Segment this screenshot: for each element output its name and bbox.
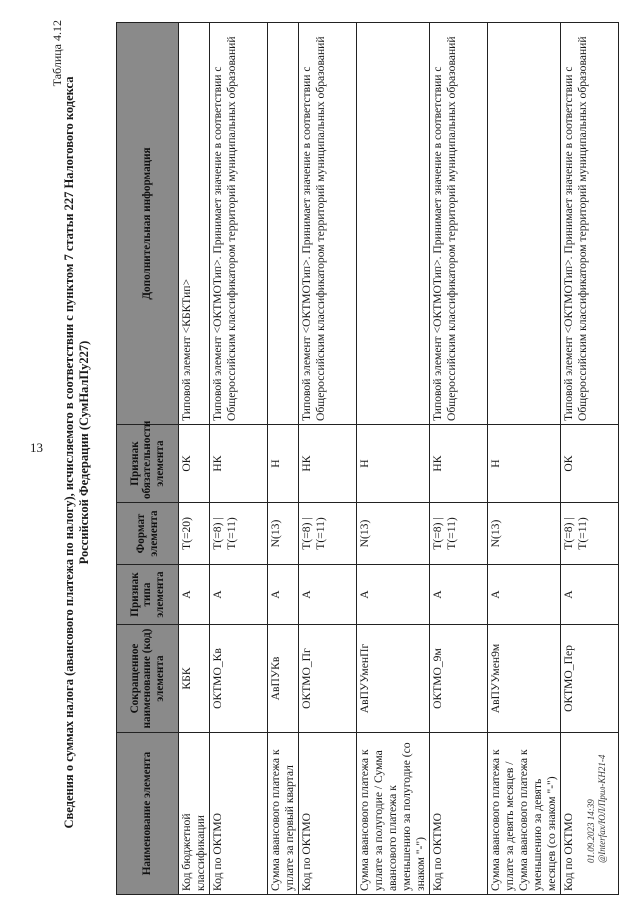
cell-required: ОК	[561, 425, 619, 503]
cell-format: N(13)	[488, 503, 561, 565]
cell-code: ОКТМО_9м	[430, 625, 488, 733]
cell-type: A	[561, 565, 619, 625]
stamp-line: 01.09.2023 14:39	[586, 799, 596, 863]
cell-name: Код бюджетной классификации	[179, 733, 210, 895]
cell-info: Типовой элемент <ОКТМОТип>. Принимает значение в соответствии с Общероссийским классификатором территорий муниципальных образований	[561, 23, 619, 425]
cell-name: Код по ОКТМО	[561, 733, 619, 895]
header-format: Формат элемента	[117, 503, 179, 565]
cell-code: КБК	[179, 625, 210, 733]
cell-required: Н	[268, 425, 299, 503]
elements-table	[116, 22, 619, 895]
header-type-flag: Признак типа элемента	[117, 565, 179, 625]
cell-info: Типовой элемент <ОКТМОТип>. Принимает значение в соответствии с Общероссийским классификатором территорий муниципальных образований	[430, 23, 488, 425]
cell-required: НК	[299, 425, 357, 503]
table-row	[299, 23, 357, 895]
cell-type: A	[268, 565, 299, 625]
cell-info	[357, 23, 430, 425]
cell-info: Типовой элемент <ОКТМОТип>. Принимает значение в соответствии с Общероссийским классификатором территорий муниципальных образований	[299, 23, 357, 425]
cell-code: ОКТМО_Кв	[210, 625, 268, 733]
cell-info: Типовой элемент <КБКТип>	[179, 23, 210, 425]
cell-format: T(=8) | T(=11)	[299, 503, 357, 565]
cell-code: АвПУКв	[268, 625, 299, 733]
table-row	[488, 23, 561, 895]
cell-required: ОК	[179, 425, 210, 503]
cell-code: ОКТМО_Пер	[561, 625, 619, 733]
header-short-code: Сокращенное наименование (код) элемента	[117, 625, 179, 733]
table-caption: Таблица 4.12	[50, 20, 64, 87]
cell-type: A	[357, 565, 430, 625]
cell-format: T(=20)	[179, 503, 210, 565]
cell-format: N(13)	[268, 503, 299, 565]
cell-required: НК	[430, 425, 488, 503]
cell-format: T(=8) | T(=11)	[210, 503, 268, 565]
cell-type: A	[210, 565, 268, 625]
cell-code: ОКТМО_Пг	[299, 625, 357, 733]
cell-name: Сумма авансового платежа к уплате за первый квартал	[268, 733, 299, 895]
cell-name: Код по ОКТМО	[299, 733, 357, 895]
document-title	[62, 0, 92, 905]
table-row	[210, 23, 268, 895]
title-line: Сведения о суммах налога (авансового платежа по налогу), исчисляемого в соответствии с пунктом 7 статьи 227 Налогового кодекса	[62, 76, 76, 829]
document-stamp	[586, 755, 608, 863]
cell-type: A	[299, 565, 357, 625]
cell-name: Код по ОКТМО	[430, 733, 488, 895]
cell-required: НК	[210, 425, 268, 503]
cell-name: Сумма авансового платежа к уплате за полугодие / Сумма авансового платежа к уменьшению за полугодие (со знаком "-")	[357, 733, 430, 895]
table-row	[357, 23, 430, 895]
cell-code: АвПУУменПг	[357, 625, 430, 733]
header-element-name: Наименование элемента	[117, 733, 179, 895]
cell-required: Н	[357, 425, 430, 503]
cell-type: A	[430, 565, 488, 625]
header-additional-info: Дополнительная информация	[117, 23, 179, 425]
table-row	[268, 23, 299, 895]
title-line: Российской Федерации (СумНалПу227)	[77, 340, 91, 565]
cell-info: Типовой элемент <ОКТМОТип>. Принимает значение в соответствии с Общероссийским классификатором территорий муниципальных образований	[210, 23, 268, 425]
cell-code: АвПУУмен9м	[488, 625, 561, 733]
stamp-line: @Interfax/ЮЛ/Прил-КН21-4	[597, 754, 607, 863]
cell-type: A	[179, 565, 210, 625]
cell-name: Код по ОКТМО	[210, 733, 268, 895]
table-row	[430, 23, 488, 895]
cell-name: Сумма авансового платежа к уплате за девять месяцев / Сумма авансового платежа к уменьшению за девять месяцев (со знаком "-")	[488, 733, 561, 895]
cell-type: A	[488, 565, 561, 625]
cell-info	[268, 23, 299, 425]
table-header-row	[117, 23, 179, 895]
cell-format: T(=8) | T(=11)	[561, 503, 619, 565]
header-required-flag: Признак обязательности элемента	[117, 425, 179, 503]
cell-required: Н	[488, 425, 561, 503]
table-row	[179, 23, 210, 895]
cell-format: T(=8) | T(=11)	[430, 503, 488, 565]
page-number: 13	[30, 440, 43, 455]
cell-info	[488, 23, 561, 425]
cell-format: N(13)	[357, 503, 430, 565]
